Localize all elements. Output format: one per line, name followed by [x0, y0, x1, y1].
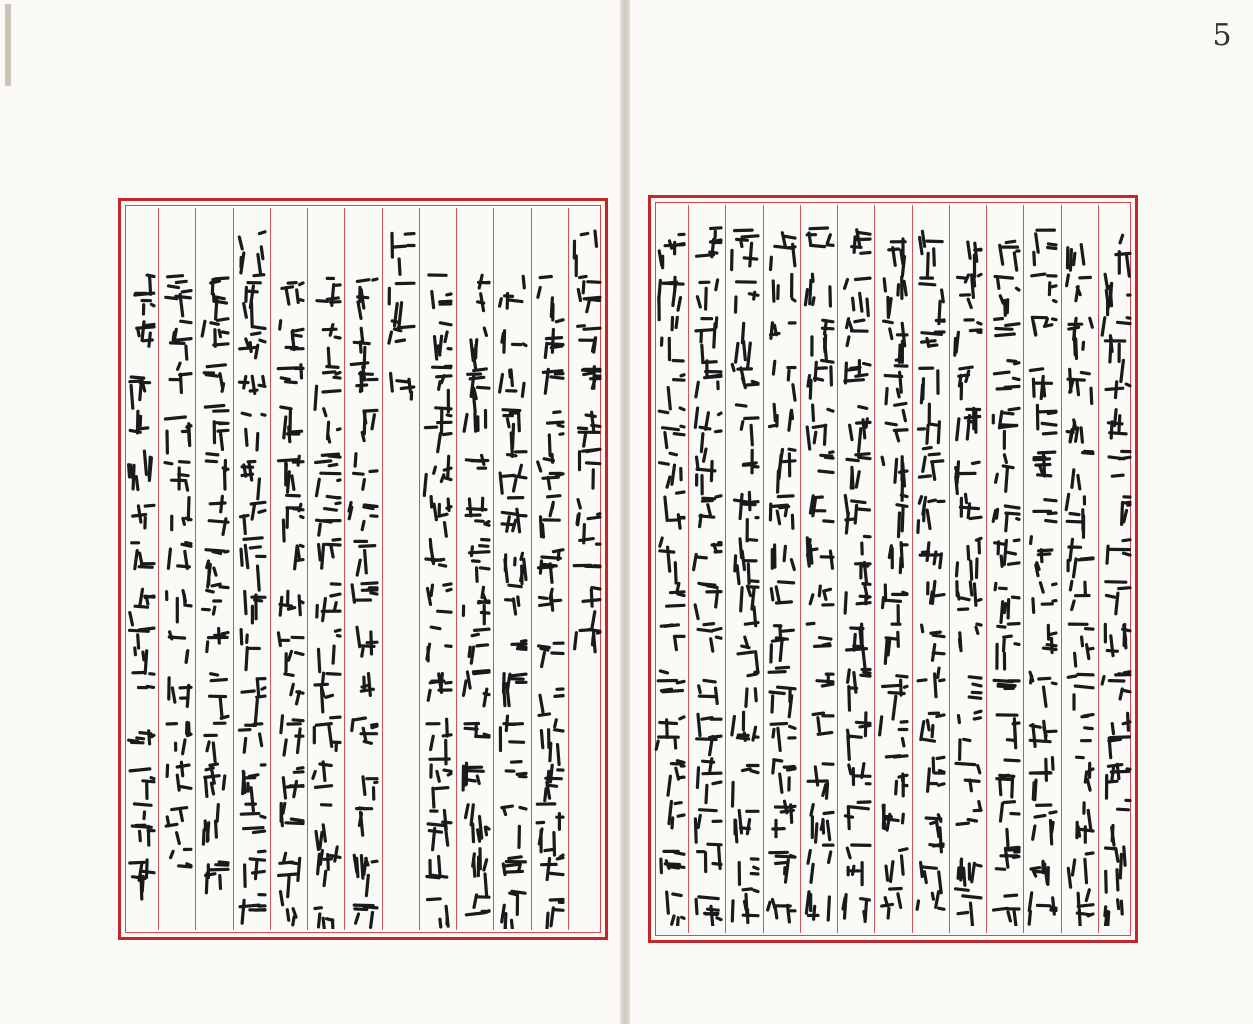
left-text-column: [384, 217, 416, 929]
handwriting-glyphs-icon: [728, 214, 760, 926]
column-rule: [419, 208, 420, 930]
handwriting-glyphs-icon: [1063, 214, 1095, 926]
left-text-column: [273, 217, 305, 929]
column-rule: [195, 208, 196, 930]
handwriting-glyphs-icon: [533, 217, 565, 929]
handwriting-glyphs-icon: [914, 214, 946, 926]
right-text-column: [989, 214, 1021, 926]
column-rule: [912, 205, 913, 933]
column-rule: [382, 208, 383, 930]
right-text-column: [728, 214, 760, 926]
right-text-column: [765, 214, 797, 926]
handwriting-glyphs-icon: [421, 217, 453, 929]
left-text-column: [235, 217, 267, 929]
column-rule: [1061, 205, 1062, 933]
column-rule: [531, 208, 532, 930]
left-text-column: [124, 217, 156, 929]
handwriting-glyphs-icon: [765, 214, 797, 926]
column-rule: [270, 208, 271, 930]
handwriting-glyphs-icon: [347, 217, 379, 929]
column-rule: [456, 208, 457, 930]
right-text-column: [1026, 214, 1058, 926]
handwriting-glyphs-icon: [803, 214, 835, 926]
right-text-column: [1100, 214, 1132, 926]
left-text-column: [310, 217, 342, 929]
library-stamp-icon: [2, 0, 14, 90]
handwriting-glyphs-icon: [989, 214, 1021, 926]
right-text-column: [951, 214, 983, 926]
handwriting-glyphs-icon: [198, 217, 230, 929]
column-rule: [1023, 205, 1024, 933]
column-rule: [986, 205, 987, 933]
handwriting-glyphs-icon: [840, 214, 872, 926]
handwriting-glyphs-icon: [570, 217, 602, 929]
column-rule: [725, 205, 726, 933]
column-rule: [1098, 205, 1099, 933]
left-text-column: [459, 217, 491, 929]
left-text-column: [347, 217, 379, 929]
column-rule: [233, 208, 234, 930]
column-rule: [568, 208, 569, 930]
column-rule: [874, 205, 875, 933]
column-rule: [344, 208, 345, 930]
left-text-column: [496, 217, 528, 929]
column-rule: [493, 208, 494, 930]
left-text-column: [198, 217, 230, 929]
column-rule: [800, 205, 801, 933]
left-text-column: [421, 217, 453, 929]
column-rule: [837, 205, 838, 933]
left-text-column: [161, 217, 193, 929]
right-text-column: [691, 214, 723, 926]
right-text-column: [654, 214, 686, 926]
right-text-column: [1063, 214, 1095, 926]
handwriting-glyphs-icon: [310, 217, 342, 929]
handwriting-glyphs-icon: [161, 217, 193, 929]
folio-number: 5: [1212, 18, 1232, 53]
handwriting-glyphs-icon: [1100, 214, 1132, 926]
column-rule: [688, 205, 689, 933]
right-text-column: [877, 214, 909, 926]
column-rule: [307, 208, 308, 930]
left-text-column: [570, 217, 602, 929]
handwriting-glyphs-icon: [496, 217, 528, 929]
handwriting-glyphs-icon: [459, 217, 491, 929]
right-text-column: [803, 214, 835, 926]
left-page-frame: [118, 198, 608, 940]
handwriting-glyphs-icon: [384, 217, 416, 929]
handwriting-glyphs-icon: [273, 217, 305, 929]
handwriting-glyphs-icon: [124, 217, 156, 929]
handwriting-glyphs-icon: [654, 214, 686, 926]
column-rule: [158, 208, 159, 930]
left-text-column: [533, 217, 565, 929]
right-text-column: [914, 214, 946, 926]
right-text-column: [840, 214, 872, 926]
handwriting-glyphs-icon: [951, 214, 983, 926]
handwriting-glyphs-icon: [691, 214, 723, 926]
book-gutter: [620, 0, 630, 1024]
right-page-frame: [648, 195, 1138, 943]
handwriting-glyphs-icon: [235, 217, 267, 929]
handwriting-glyphs-icon: [1026, 214, 1058, 926]
column-rule: [763, 205, 764, 933]
column-rule: [949, 205, 950, 933]
handwriting-glyphs-icon: [877, 214, 909, 926]
